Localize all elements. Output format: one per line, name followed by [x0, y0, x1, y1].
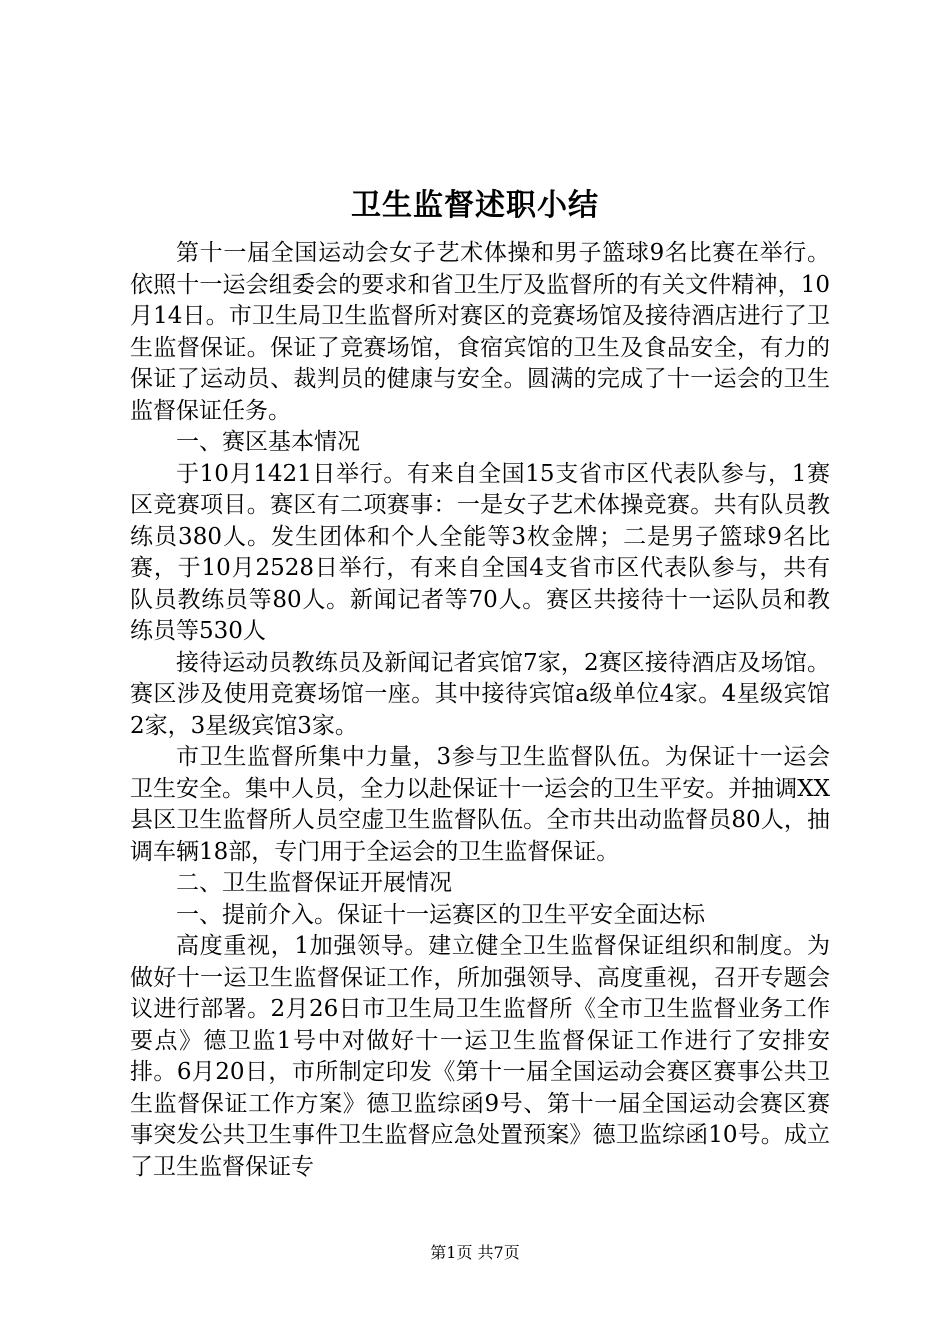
section-heading-1: 一、赛区基本情况	[176, 429, 360, 455]
paragraph-intro: 第十一届全国运动会女子艺术体操和男子篮球9名比赛在举行。依照十一运会组委会的要求和省卫生厅及监督所的有关文件精神，10月14日。市卫生局卫生监督所对赛区的竞赛场馆及接待酒店进行了卫生监督保证。保证了竞赛场馆，食宿宾馆的卫生及食品安全，有力的保证了运动员、裁判员的健康与安全。圆满的完成了十一运会的卫生监督保证任务。	[130, 240, 830, 424]
paragraph-hotels: 接待运动员教练员及新闻记者宾馆7家，2赛区接待酒店及场馆。赛区涉及使用竞赛场馆一座。其中接待宾馆a级单位4家。4星级宾馆2家，3星级宾馆3家。	[130, 649, 830, 739]
document-body	[130, 238, 830, 1183]
section-heading-2: 二、卫生监督保证开展情况	[176, 870, 452, 896]
subsection-heading-1: 一、提前介入。保证十一运赛区的卫生平安全面达标	[176, 901, 705, 928]
page-footer: 第1页 共7页	[430, 1243, 520, 1262]
paragraph-event-info: 于10月1421日举行。有来自全国15支省市区代表队参与，1赛区竞赛项目。赛区有二项赛事：一是女子艺术体操竞赛。共有队员教练员380人。发生团体和个人全能等3枚金牌；二是男子篮球9名比赛，于10月2528日举行，有来自全国4支省市区代表队参与，共有队员教练员等80人。新闻记者等70人。赛区共接待十一运队员和教练员等530人	[130, 460, 830, 644]
paragraph-leadership: 高度重视，1加强领导。建立健全卫生监督保证组织和制度。为做好十一运卫生监督保证工作，所加强领导、高度重视，召开专题会议进行部署。2月26日市卫生局卫生监督所《全市卫生监督业务工作要点》德卫监1号中对做好十一运卫生监督保证工作进行了安排安排。6月20日，市所制定印发《第十一届全国运动会赛区赛事公共卫生监督保证工作方案》德卫监综函9号、第十一届全国运动会赛区赛事突发公共卫生事件卫生监督应急处置预案》德卫监综函10号。成立了卫生监督保证专	[130, 933, 830, 1180]
paragraph-staff: 市卫生监督所集中力量，3参与卫生监督队伍。为保证十一运会卫生安全。集中人员，全力以赴保证十一运会的卫生平安。并抽调XX县区卫生监督所人员空虚卫生监督队伍。全市共出动监督员80人，抽调车辆18部，专门用于全运会的卫生监督保证。	[130, 744, 830, 865]
document-title: 卫生监督述职小结	[351, 188, 599, 223]
